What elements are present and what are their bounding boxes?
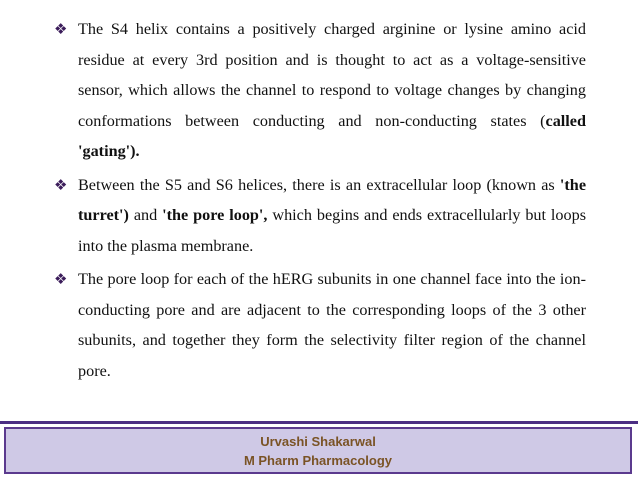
- bullet-text: which begins and ends extracellularly but loops into the plasma membrane.: [78, 206, 587, 255]
- bullet-s4-helix: [56, 14, 586, 167]
- bullet-text-bold: 'the turret'): [78, 175, 586, 224]
- bullet-text: and: [128, 206, 163, 224]
- bullet-text: The pore loop for each of the hERG subunits in one channel face into the ion-conducting pore and are adjacent to the corresponding loops of the 3 other subunits, and together they form the selectivity filter region of the channel pore.: [78, 270, 586, 380]
- bullet-text: The S4 helix contains a positively charged arginine or lysine amino acid residue at every 3rd position and is thought to act as a voltage-sensitive sensor, which allows the channel to respond to voltage changes by changing conformations between conducting and non-conducting states (: [78, 20, 586, 130]
- diamond-bullet-icon: ❖: [54, 20, 68, 38]
- bullet-text-bold: called 'gating').: [78, 111, 586, 160]
- footer-banner: [4, 427, 632, 474]
- bullet-s5-s6-loop: [56, 170, 586, 262]
- bullet-text-bold: 'the pore loop',: [162, 206, 268, 224]
- diamond-bullet-icon: ❖: [54, 175, 68, 194]
- footer-course: M Pharm Pharmacology: [243, 453, 393, 468]
- bullet-pore-loop: [56, 264, 586, 386]
- slide-body: [56, 14, 586, 386]
- footer-divider: [0, 421, 638, 424]
- footer-author: Urvashi Shakarwal: [260, 434, 376, 449]
- diamond-bullet-icon: ❖: [54, 270, 68, 288]
- bullet-text: Between the S5 and S6 helices, there is an extracellular loop (known as: [78, 175, 560, 194]
